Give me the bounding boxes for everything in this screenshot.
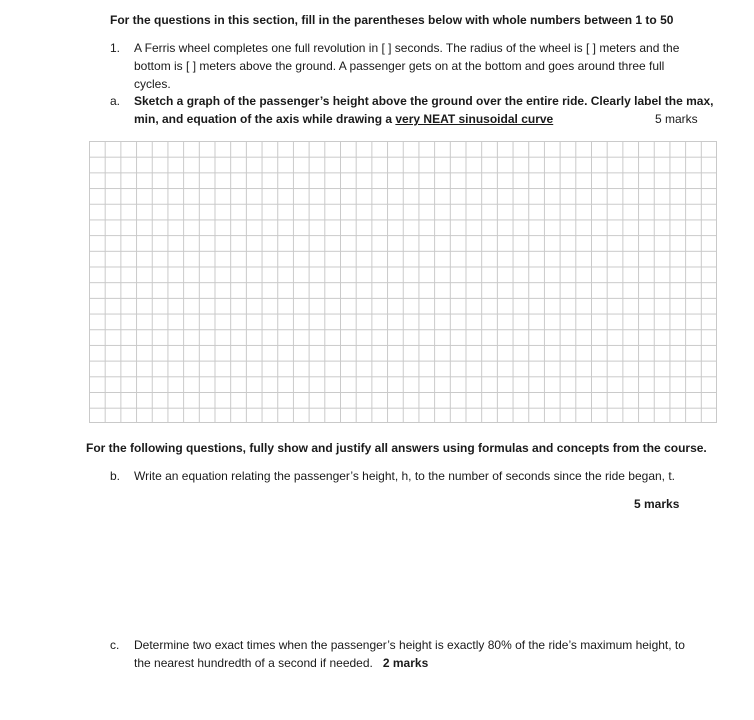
section-instructions: For the questions in this section, fill in the parentheses below with whole numbers between 1 to 50 bbox=[110, 13, 674, 27]
part-a-underlined-phrase: very NEAT sinusoidal curve bbox=[395, 112, 554, 126]
question-text-line-1: A Ferris wheel completes one full revolution in [ ] seconds. The radius of the wheel is [ ] meters and the bbox=[134, 41, 680, 55]
part-b-text: Write an equation relating the passenger’s height, h, to the number of seconds since the ride began, t. bbox=[134, 469, 676, 483]
part-a-text-prefix: min, and equation of the axis while drawing a bbox=[134, 112, 396, 126]
part-b-letter: b. bbox=[110, 469, 121, 483]
question-number: 1. bbox=[110, 41, 121, 55]
part-a-text-line-2 bbox=[134, 110, 553, 128]
question-text-line-3: cycles. bbox=[134, 77, 171, 91]
part-c-text-line-1: Determine two exact times when the passenger’s height is exactly 80% of the ride’s maximum height, to bbox=[134, 638, 685, 652]
graph-paper-grid[interactable] bbox=[89, 141, 717, 423]
question-text-line-2: bottom is [ ] meters above the ground. A passenger gets on at the bottom and goes around three full bbox=[134, 59, 665, 73]
part-a-marks: 5 marks bbox=[655, 112, 698, 126]
part-c-letter: c. bbox=[110, 638, 120, 652]
part-a-letter: a. bbox=[110, 94, 121, 108]
part-c-text-line-2-body: the nearest hundredth of a second if needed. bbox=[134, 656, 373, 670]
part-c-text-line-2 bbox=[134, 654, 428, 672]
part-a-text-line-1: Sketch a graph of the passenger’s height above the ground over the entire ride. Clearly label the max, bbox=[134, 94, 714, 108]
section-2-instructions: For the following questions, fully show and justify all answers using formulas and concepts from the course. bbox=[86, 441, 707, 455]
part-c-marks: 2 marks bbox=[382, 656, 429, 670]
part-b-marks: 5 marks bbox=[634, 497, 680, 511]
